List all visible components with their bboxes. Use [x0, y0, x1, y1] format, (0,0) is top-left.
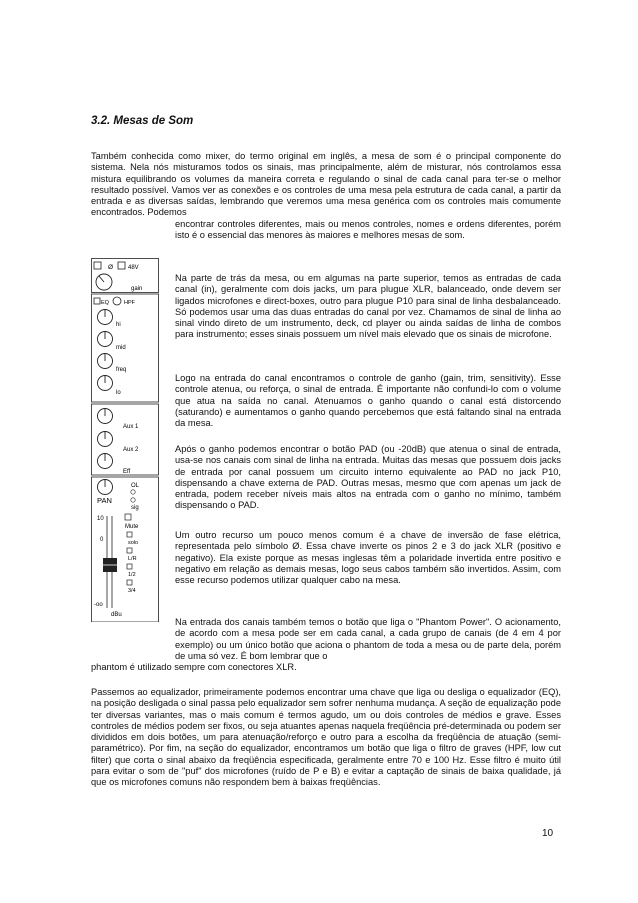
paragraph-inputs: Na parte de trás da mesa, ou em algumas na parte superior, temos as entradas de cada canal (in), geralmente com dois jacks, um para plugue XLR, balanceado, onde devem ser ligados microfones e direct-boxes, outro para plugue P10 para sinal de linha desbalanceado. Só podemos usar uma das duas entradas do canal por vez. Chamamos de sinal de linha ao sinal vindo direto de um instrumento, deck, cd player ou ainda saídas de linha de combos para instrumento; esses sinais possuem um nível mais elevado que os sinais de microfone.	[175, 273, 561, 340]
ol-label: OL	[131, 483, 140, 489]
freq-label: freq	[116, 367, 127, 373]
aux1-label: Aux 1	[123, 424, 139, 430]
phantom-label: 48V	[128, 265, 139, 271]
solo-label: solo	[128, 540, 139, 546]
mute-button	[125, 514, 131, 520]
phantom-button	[118, 262, 125, 269]
intro-paragraph-continued: encontrar controles diferentes, mais ou menos controles, nomes e ordens diferentes, porém isto é o essencial das menores às maiores e melhores mesas de som.	[175, 219, 561, 241]
page-number: 10	[542, 828, 554, 839]
paragraph-phantom: Na entrada dos canais também temos o botão que liga o "Phantom Power". O acionamento, de acordo com a mesa pode ser em cada canal, a cada grupo de canais (de 4 em 4 por exemplo) ou um único botão que aciona o phantom de toda a mesa ou de parte dela, porém de uma só vez. É bom lembrar que o	[175, 617, 561, 661]
hi-label: hi	[116, 322, 121, 328]
hpf-label: HPF	[124, 300, 135, 306]
paragraph-phantom-end: phantom é utilizado sempre com conectores XLR.	[91, 662, 297, 672]
paragraph-equalizer: Passemos ao equalizador, primeiramente podemos encontrar uma chave que liga ou desliga o equalizador (EQ), na posição desligada o sinal passa pelo equalizador sem sofrer nenhuma mudança. A seção de equalização pode ter diversas variantes, mas o mais comum é termos agudo, um ou dois controles de médios e grave. Esses controles de médios podem ser fixos, ou seja atuantes apenas naquela freqüência pré-determinada ou podem ser divididos em dois botões, um para atenuação/reforço e outro para a escolha da freqüência de atuação (semi-paramétrico). Por fim, na seção do equalizador, encontramos um botão que liga o filtro de graves (HPF, low cut filter) que corta o sinal abaixo da freqüência especificada, geralmente entre 70 e 100 Hz. Esse filtro é muito útil para evitar o som de "puf" dos microfones (ruído de P e B) e evitar a captação de sinais de baixa qualidade, já que os microfones comuns não respondem bem à baixas freqüências.	[91, 687, 561, 788]
group12-label: 1/2	[128, 572, 136, 578]
eq-label: EQ	[101, 300, 109, 306]
intro-paragraph: Também conhecida como mixer, do termo original em inglês, a mesa de som é o principal componente do sistema. Nela nós misturamos todos os sinais, mas principalmente, além de misturar, nós controlamos essa mistura equilibrando os volumes da maneira correta e regulando o sinal de cada canal para ter-se o melhor resultado possível. Vamos ver as conexões e os controles de uma mesa pela estrutura de cada canal, a partir da entrada e as diversas saídas, lembrando que veremos uma mesa genérica com os controles mais comumente encontrados. Podemos	[91, 151, 561, 218]
sig-label: sig	[131, 505, 139, 511]
aux2-label: Aux 2	[123, 447, 139, 453]
mute-label: Mute	[125, 524, 139, 530]
paragraph-gain: Logo na entrada do canal encontramos o controle de ganho (gain, trim, sensitivity). Esse controle atenua, ou reforça, o sinal de entrada. É importante não confundi-lo com o volume que atua na saída no canal. Atenuamos o ganho quando o canal está distorcendo (saturando) e aumentamos o ganho quando percebemos que está faltando sinal na entrada da mesa.	[175, 373, 561, 429]
paragraph-pad: Após o ganho podemos encontrar o botão PAD (ou -20dB) que atenua o sinal de entrada, usa-se nos canais com sinal de linha na entrada. Muitas das mesas que possuem dois jacks de entrada por canal possuem um circuito interno equivalente ao PAD no jack P10, dispensando a chave externa de PAD. Outras mesas, mesmo que com apenas um jack de entrada, podem receber níveis mais altos na entrada com o ganho no mínimo, também dispensando o PAD.	[175, 444, 561, 511]
solo-button	[127, 532, 132, 537]
dbu-label: dBu	[111, 612, 122, 618]
lr-button	[127, 548, 132, 553]
eff-label: Eff	[123, 469, 131, 475]
group34-button	[127, 580, 132, 585]
sig-led	[131, 498, 135, 502]
phase-label: Ø	[108, 264, 114, 271]
gain-label: gain	[131, 286, 143, 292]
hpf-led	[113, 297, 121, 305]
mid-label: mid	[116, 345, 126, 351]
lr-label: L/R	[128, 556, 137, 562]
fader-scale-min: -oo	[94, 602, 103, 608]
group34-label: 3/4	[128, 588, 136, 594]
group12-button	[127, 564, 132, 569]
section-heading: 3.2. Mesas de Som	[91, 115, 194, 127]
lo-label: lo	[116, 390, 121, 396]
pan-label: PAN	[97, 496, 112, 505]
fader-scale-10: 10	[97, 516, 104, 522]
eq-button	[94, 298, 100, 304]
mixer-channel-strip	[91, 258, 159, 622]
fader-scale-0: 0	[100, 537, 104, 543]
ol-led	[131, 490, 135, 494]
phase-button	[94, 262, 101, 269]
paragraph-phase-invert: Um outro recurso um pouco menos comum é a chave de inversão de fase elétrica, representada pelo símbolo Ø. Essa chave inverte os pinos 2 e 3 do jack XLR (positivo e negativo). Ela existe porque as mesas inglesas têm a polaridade invertida entre positivo e negativo em relação as demais mesas, logo seus cabos também são invertidos. Assim, com esse recurso podemos utilizar qualquer cabo na mesa.	[175, 530, 561, 586]
